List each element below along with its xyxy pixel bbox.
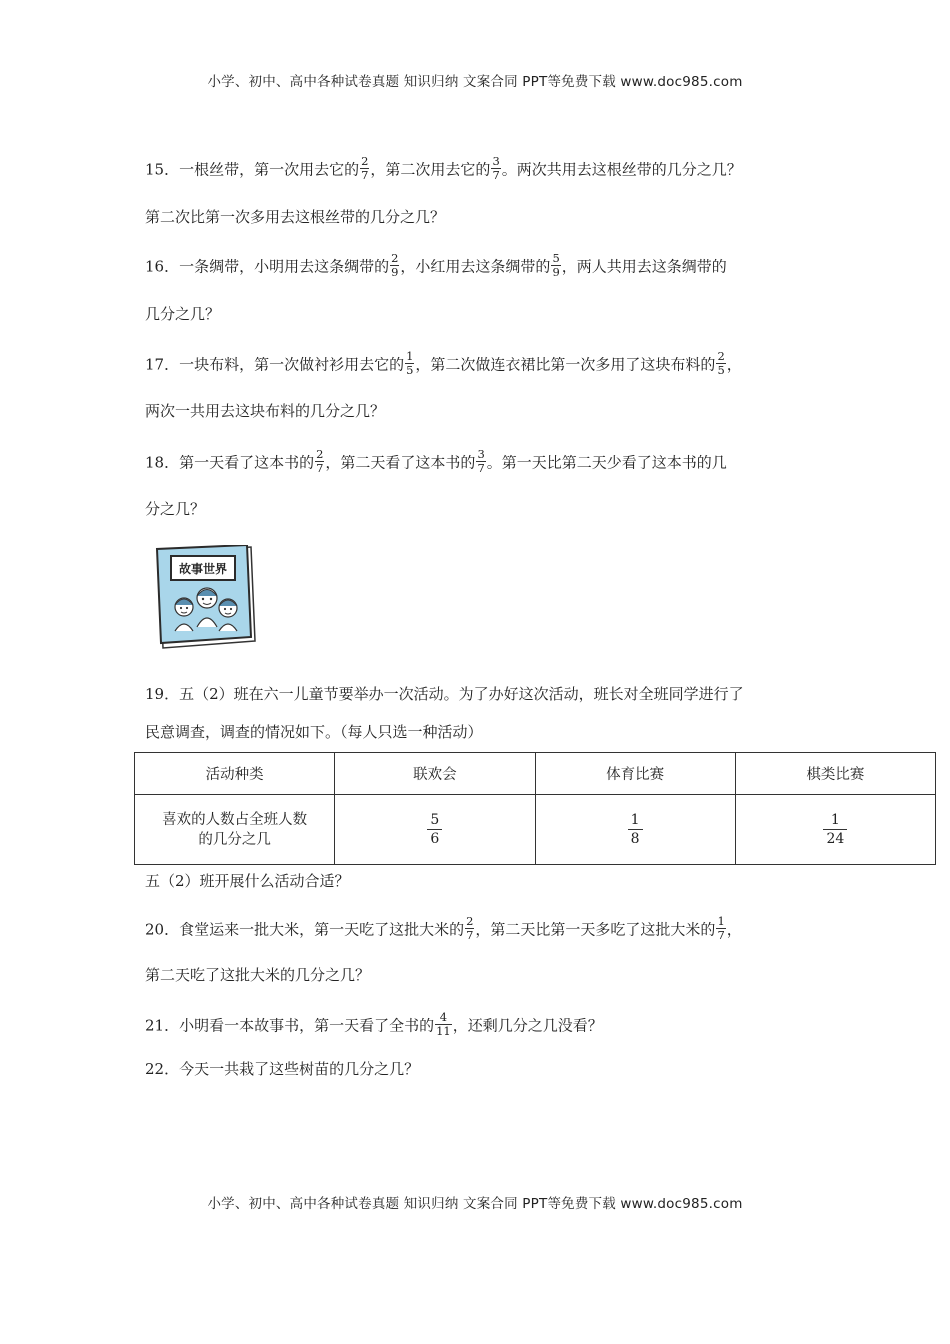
- fraction: $\frac{2}{5}$: [717, 349, 725, 377]
- question-22: 22．今天一共栽了这些树苗的几分之几？: [145, 1060, 420, 1078]
- question-15-line2: 第二次比第一次多用去这根丝带的几分之几？: [145, 208, 446, 226]
- question-19: 19．五（2）班在六一儿童节要举办一次活动。为了办好这次活动，班长对全班同学进行了: [145, 685, 744, 703]
- q18-prefix: 18．第一天看了这本书的: [145, 453, 315, 472]
- fraction: $\frac{5}{9}$: [552, 251, 560, 279]
- table-row: [135, 795, 936, 865]
- q16-prefix: 16．一条绸带，小明用去这条绸带的: [145, 257, 390, 276]
- question-19-line2: 民意调查，调查的情况如下。（每人只选一种活动）: [145, 723, 483, 741]
- question-20: [145, 914, 825, 944]
- fraction: $\frac{2}{7}$: [466, 914, 474, 942]
- question-17-line2: 两次一共用去这块布料的几分之几？: [145, 402, 386, 420]
- book-title: 故事世界: [178, 562, 228, 576]
- table-cell-fraction: $\frac{1}{24}$: [735, 795, 935, 865]
- table-cell-fraction: $\frac{5}{6}$: [335, 795, 535, 865]
- question-18: [145, 447, 825, 477]
- page-footer: 小学、初中、高中各种试卷真题 知识归纳 文案合同 PPT等免费下载 www.doc985.com: [207, 1196, 743, 1212]
- q17-mid: ，第二次做连衣裙比第一次多用了这块布料的: [415, 355, 716, 374]
- q15-prefix: 15．一根丝带，第一次用去它的: [145, 160, 360, 179]
- q21-prefix: 21．小明看一本故事书，第一天看了全书的: [145, 1016, 435, 1035]
- q15-mid: ，第二次用去它的: [370, 160, 491, 179]
- question-16: [145, 251, 825, 281]
- question-16-line2: 几分之几？: [145, 305, 221, 323]
- question-18-line2: 分之几？: [145, 500, 206, 518]
- fraction: $\frac{2}{9}$: [391, 251, 399, 279]
- fraction: $\frac{2}{7}$: [316, 447, 324, 475]
- fraction: $\frac{2}{7}$: [361, 154, 369, 182]
- q20-suffix: ，: [726, 920, 742, 939]
- question-17: [145, 349, 825, 379]
- fraction: $\frac{1}{7}$: [717, 914, 725, 942]
- fraction: $\frac{3}{7}$: [492, 154, 500, 182]
- question-15: [145, 154, 825, 184]
- table-header-cell: 棋类比赛: [735, 753, 935, 795]
- q16-mid: ，小红用去这条绸带的: [400, 257, 551, 276]
- q20-mid: ，第二天比第一天多吃了这批大米的: [475, 920, 716, 939]
- q17-suffix: ，: [726, 355, 742, 374]
- survey-table: [134, 752, 936, 865]
- fraction: $\frac{1}{5}$: [406, 349, 414, 377]
- page-header: 小学、初中、高中各种试卷真题 知识归纳 文案合同 PPT等免费下载 www.doc985.com: [207, 74, 743, 90]
- table-header-cell: 活动种类: [135, 753, 335, 795]
- q16-suffix: ，两人共用去这条绸带的: [561, 257, 727, 276]
- fraction: $\frac{4}{11}$: [436, 1010, 451, 1038]
- story-book-illustration: [155, 545, 259, 651]
- q17-prefix: 17．一块布料，第一次做衬衫用去它的: [145, 355, 405, 374]
- q21-suffix: ，还剩几分之几没看？: [452, 1016, 603, 1035]
- question-19-after: 五（2）班开展什么活动合适？: [145, 872, 350, 890]
- table-cell-fraction: $\frac{1}{8}$: [535, 795, 735, 865]
- question-21: [145, 1010, 825, 1040]
- q20-prefix: 20．食堂运来一批大米，第一天吃了这批大米的: [145, 920, 465, 939]
- q15-suffix: 。两次共用去这根丝带的几分之几？: [501, 160, 742, 179]
- q18-mid: ，第二天看了这本书的: [325, 453, 476, 472]
- fraction: $\frac{3}{7}$: [477, 447, 485, 475]
- table-row-label: 喜欢的人数占全班人数 的几分之几: [135, 795, 335, 865]
- q18-suffix: 。第一天比第二天少看了这本书的几: [486, 453, 727, 472]
- table-header-row: [135, 753, 936, 795]
- table-header-cell: 联欢会: [335, 753, 535, 795]
- table-header-cell: 体育比赛: [535, 753, 735, 795]
- question-20-line2: 第二天吃了这批大米的几分之几？: [145, 966, 371, 984]
